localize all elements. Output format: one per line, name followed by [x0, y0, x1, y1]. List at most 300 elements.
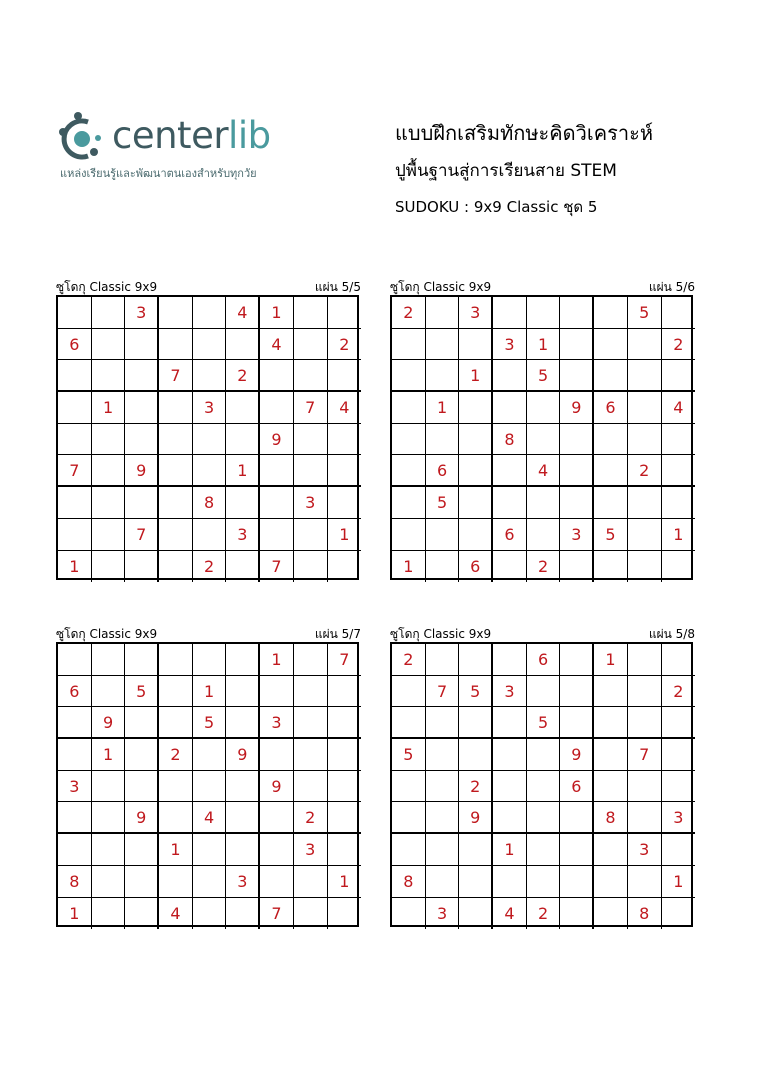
sudoku-cell: 7: [294, 392, 328, 424]
sudoku-cell: [260, 487, 294, 519]
sudoku-cell: 6: [58, 329, 92, 361]
sudoku-cell: 1: [92, 392, 126, 424]
sudoku-cell: [426, 739, 460, 771]
sudoku-cell: [260, 676, 294, 708]
sudoku-cell: 1: [459, 360, 493, 392]
sudoku-cell: [459, 707, 493, 739]
sudoku-cell: 7: [260, 898, 294, 930]
sudoku-cell: [125, 360, 159, 392]
puzzle-5-8: [390, 626, 695, 927]
sudoku-grid: [56, 295, 359, 580]
sudoku-cell: [159, 551, 193, 583]
sudoku-cell: [260, 519, 294, 551]
sudoku-cell: [527, 676, 561, 708]
sudoku-cell: [493, 551, 527, 583]
sudoku-cell: 1: [493, 834, 527, 866]
puzzle-5-6: [390, 279, 695, 580]
sudoku-cell: [493, 297, 527, 329]
worksheet-set: SUDOKU : 9x9 Classic ชุด 5: [395, 198, 598, 216]
sudoku-cell: [459, 644, 493, 676]
sudoku-cell: [125, 834, 159, 866]
sudoku-cell: 1: [260, 297, 294, 329]
sudoku-cell: 8: [628, 898, 662, 930]
sudoku-cell: [594, 771, 628, 803]
sudoku-cell: 7: [328, 644, 362, 676]
sudoku-cell: [628, 487, 662, 519]
sudoku-cell: [58, 707, 92, 739]
sudoku-cell: 9: [560, 739, 594, 771]
sudoku-cell: [392, 455, 426, 487]
sudoku-cell: [560, 898, 594, 930]
sudoku-grid: [56, 642, 359, 927]
sudoku-cell: [392, 487, 426, 519]
sudoku-cell: [560, 455, 594, 487]
sudoku-cell: [159, 487, 193, 519]
sudoku-cell: 5: [392, 739, 426, 771]
sudoku-cell: 7: [426, 676, 460, 708]
sudoku-cell: [426, 802, 460, 834]
sudoku-cell: [125, 329, 159, 361]
sudoku-cell: 5: [193, 707, 227, 739]
sudoku-cell: [594, 676, 628, 708]
sudoku-cell: [328, 551, 362, 583]
sudoku-cell: [159, 676, 193, 708]
sudoku-cell: 3: [226, 519, 260, 551]
sudoku-cell: [125, 424, 159, 456]
sudoku-cell: 9: [125, 455, 159, 487]
sudoku-cell: [527, 487, 561, 519]
sudoku-cell: 1: [662, 866, 696, 898]
sudoku-cell: [662, 297, 696, 329]
sudoku-cell: [294, 898, 328, 930]
sudoku-cell: [260, 802, 294, 834]
sudoku-cell: [226, 392, 260, 424]
sudoku-cell: [459, 487, 493, 519]
sudoku-cell: 5: [125, 676, 159, 708]
sudoku-cell: [594, 739, 628, 771]
sudoku-cell: [294, 739, 328, 771]
sudoku-cell: [493, 392, 527, 424]
sudoku-cell: [459, 866, 493, 898]
sudoku-cell: [226, 551, 260, 583]
sudoku-cell: [260, 739, 294, 771]
sudoku-cell: [58, 644, 92, 676]
sudoku-cell: [58, 834, 92, 866]
sudoku-cell: [193, 297, 227, 329]
sudoku-cell: [193, 644, 227, 676]
sudoku-cell: 3: [493, 329, 527, 361]
sudoku-cell: [193, 519, 227, 551]
sudoku-cell: [594, 424, 628, 456]
sudoku-cell: [392, 519, 426, 551]
sudoku-cell: 1: [594, 644, 628, 676]
sudoku-cell: 7: [628, 739, 662, 771]
sudoku-cell: 2: [328, 329, 362, 361]
sudoku-cell: [459, 424, 493, 456]
sudoku-cell: [58, 360, 92, 392]
sudoku-cell: [628, 519, 662, 551]
sudoku-cell: [560, 644, 594, 676]
sudoku-cell: [226, 834, 260, 866]
sudoku-cell: 1: [426, 392, 460, 424]
sheet-number: แผ่น 5/6: [648, 280, 695, 294]
puzzle-title: ซูโดกุ Classic 9x9: [390, 627, 492, 641]
sudoku-cell: [125, 551, 159, 583]
sudoku-cell: [527, 297, 561, 329]
sudoku-cell: [226, 707, 260, 739]
sheet-number: แผ่น 5/7: [314, 627, 361, 641]
sudoku-cell: [294, 676, 328, 708]
sudoku-cell: 1: [392, 551, 426, 583]
sudoku-cell: [560, 676, 594, 708]
sudoku-cell: [328, 739, 362, 771]
sudoku-cell: 2: [628, 455, 662, 487]
worksheet-header: [395, 120, 653, 218]
sudoku-cell: 4: [159, 898, 193, 930]
sudoku-cell: 1: [58, 551, 92, 583]
sudoku-cell: [159, 866, 193, 898]
sudoku-cell: [294, 551, 328, 583]
sudoku-cell: [392, 898, 426, 930]
sudoku-cell: [628, 771, 662, 803]
sudoku-cell: [92, 676, 126, 708]
sudoku-cell: [392, 392, 426, 424]
sudoku-cell: 5: [527, 360, 561, 392]
molecule-logo-icon: [58, 110, 110, 166]
sudoku-cell: [294, 707, 328, 739]
sudoku-cell: [92, 487, 126, 519]
sudoku-cell: [294, 644, 328, 676]
sudoku-cell: 9: [226, 739, 260, 771]
sudoku-cell: [628, 676, 662, 708]
sudoku-cell: [527, 392, 561, 424]
sudoku-cell: 3: [193, 392, 227, 424]
sudoku-cell: [560, 360, 594, 392]
sudoku-cell: [594, 866, 628, 898]
sudoku-cell: 2: [527, 898, 561, 930]
sudoku-cell: 9: [92, 707, 126, 739]
sudoku-cell: [426, 771, 460, 803]
sudoku-cell: [493, 771, 527, 803]
puzzle-5-5: [56, 279, 361, 580]
sudoku-cell: [294, 424, 328, 456]
sudoku-cell: [493, 707, 527, 739]
sudoku-cell: 7: [58, 455, 92, 487]
sudoku-cell: [58, 392, 92, 424]
sudoku-cell: [92, 360, 126, 392]
sudoku-cell: 3: [260, 707, 294, 739]
sudoku-cell: [159, 392, 193, 424]
sudoku-cell: 5: [527, 707, 561, 739]
sudoku-cell: 8: [493, 424, 527, 456]
sudoku-cell: [125, 487, 159, 519]
worksheet-title: แบบฝึกเสริมทักษะคิดวิเคราะห์: [395, 121, 654, 145]
sudoku-cell: [92, 297, 126, 329]
sudoku-cell: [560, 551, 594, 583]
sudoku-cell: [125, 392, 159, 424]
sudoku-cell: [560, 329, 594, 361]
sudoku-cell: 3: [560, 519, 594, 551]
sudoku-cell: 2: [662, 329, 696, 361]
sudoku-cell: 6: [58, 676, 92, 708]
sudoku-cell: 5: [628, 297, 662, 329]
sudoku-cell: [226, 487, 260, 519]
sudoku-cell: [193, 739, 227, 771]
sudoku-cell: 4: [328, 392, 362, 424]
sudoku-cell: [662, 771, 696, 803]
sudoku-cell: [125, 644, 159, 676]
sudoku-cell: [294, 455, 328, 487]
sudoku-cell: [426, 866, 460, 898]
sudoku-cell: [294, 297, 328, 329]
sudoku-cell: [392, 802, 426, 834]
sudoku-cell: [662, 424, 696, 456]
sudoku-cell: [493, 644, 527, 676]
sudoku-cell: [527, 739, 561, 771]
sudoku-cell: [260, 866, 294, 898]
sudoku-cell: [159, 519, 193, 551]
puzzle-title: ซูโดกุ Classic 9x9: [56, 280, 158, 294]
sudoku-cell: [392, 676, 426, 708]
sudoku-cell: [193, 360, 227, 392]
sudoku-cell: 8: [594, 802, 628, 834]
sudoku-cell: [426, 834, 460, 866]
sudoku-cell: [459, 329, 493, 361]
sudoku-cell: [159, 329, 193, 361]
sudoku-cell: 7: [159, 360, 193, 392]
sudoku-cell: [560, 707, 594, 739]
sudoku-cell: 2: [193, 551, 227, 583]
sudoku-cell: 3: [459, 297, 493, 329]
sudoku-cell: [260, 360, 294, 392]
sudoku-cell: 4: [662, 392, 696, 424]
sudoku-cell: [594, 898, 628, 930]
sudoku-cell: 6: [594, 392, 628, 424]
sudoku-cell: 2: [392, 297, 426, 329]
sudoku-cell: [226, 329, 260, 361]
sudoku-cell: [328, 424, 362, 456]
sudoku-cell: 3: [125, 297, 159, 329]
sudoku-cell: 1: [328, 519, 362, 551]
sudoku-cell: [426, 707, 460, 739]
sudoku-cell: [628, 644, 662, 676]
sudoku-cell: 9: [260, 771, 294, 803]
sudoku-cell: 4: [193, 802, 227, 834]
sudoku-cell: [560, 802, 594, 834]
sudoku-cell: 9: [459, 802, 493, 834]
sudoku-cell: 3: [58, 771, 92, 803]
sudoku-cell: [193, 329, 227, 361]
sudoku-cell: 7: [260, 551, 294, 583]
sudoku-cell: [328, 834, 362, 866]
sudoku-cell: [328, 455, 362, 487]
sudoku-cell: [662, 551, 696, 583]
sudoku-cell: 4: [260, 329, 294, 361]
sudoku-cell: 1: [58, 898, 92, 930]
sudoku-cell: [260, 834, 294, 866]
sudoku-cell: [560, 834, 594, 866]
sudoku-cell: [426, 360, 460, 392]
sudoku-cell: [226, 802, 260, 834]
sudoku-cell: [392, 834, 426, 866]
sudoku-cell: [459, 739, 493, 771]
sudoku-cell: 8: [58, 866, 92, 898]
sudoku-cell: [594, 297, 628, 329]
sudoku-cell: 1: [662, 519, 696, 551]
sudoku-grid: [390, 295, 693, 580]
sudoku-cell: [294, 360, 328, 392]
sudoku-cell: [294, 771, 328, 803]
sudoku-cell: [193, 834, 227, 866]
sudoku-cell: 1: [159, 834, 193, 866]
sudoku-cell: [226, 644, 260, 676]
centerlib-logo: [58, 110, 288, 182]
sudoku-cell: 9: [260, 424, 294, 456]
sudoku-cell: [226, 424, 260, 456]
sudoku-cell: [193, 771, 227, 803]
puzzle-5-7: [56, 626, 361, 927]
sudoku-cell: [328, 487, 362, 519]
sudoku-cell: [58, 297, 92, 329]
sudoku-cell: [628, 360, 662, 392]
sudoku-cell: 1: [260, 644, 294, 676]
sudoku-cell: 1: [92, 739, 126, 771]
sudoku-cell: [58, 487, 92, 519]
sudoku-cell: 3: [493, 676, 527, 708]
sudoku-cell: [628, 424, 662, 456]
sudoku-cell: 2: [662, 676, 696, 708]
sudoku-cell: [294, 866, 328, 898]
sudoku-cell: [662, 644, 696, 676]
sudoku-cell: [328, 707, 362, 739]
sudoku-cell: [92, 898, 126, 930]
sudoku-cell: [328, 802, 362, 834]
sudoku-cell: [193, 424, 227, 456]
sudoku-cell: [159, 297, 193, 329]
puzzle-title: ซูโดกุ Classic 9x9: [390, 280, 492, 294]
sudoku-cell: [159, 771, 193, 803]
sudoku-cell: 6: [459, 551, 493, 583]
sudoku-cell: 1: [328, 866, 362, 898]
sudoku-cell: 2: [294, 802, 328, 834]
sudoku-cell: [328, 898, 362, 930]
sheet-number: แผ่น 5/8: [648, 627, 695, 641]
worksheet-subtitle: ปูพื้นฐานสู่การเรียนสาย STEM: [395, 161, 617, 181]
sudoku-cell: [226, 676, 260, 708]
sudoku-cell: 8: [392, 866, 426, 898]
sudoku-cell: [328, 676, 362, 708]
brand-tagline: แหล่งเรียนรู้และพัฒนาตนเองสำหรับทุกวัย: [60, 167, 257, 180]
sudoku-cell: [159, 707, 193, 739]
sudoku-cell: [527, 424, 561, 456]
sudoku-cell: [594, 487, 628, 519]
sudoku-cell: [125, 898, 159, 930]
sudoku-cell: 6: [426, 455, 460, 487]
sudoku-cell: [159, 424, 193, 456]
sudoku-cell: [92, 551, 126, 583]
sudoku-cell: [328, 360, 362, 392]
sudoku-cell: [328, 771, 362, 803]
sudoku-cell: [594, 329, 628, 361]
sudoku-cell: [493, 487, 527, 519]
sudoku-cell: [58, 802, 92, 834]
sudoku-cell: [159, 455, 193, 487]
sudoku-cell: [193, 898, 227, 930]
sudoku-cell: [392, 707, 426, 739]
sudoku-cell: [92, 834, 126, 866]
sudoku-cell: 9: [125, 802, 159, 834]
puzzle-title: ซูโดกุ Classic 9x9: [56, 627, 158, 641]
sudoku-cell: [493, 360, 527, 392]
sudoku-cell: [662, 455, 696, 487]
sudoku-cell: 6: [527, 644, 561, 676]
sudoku-cell: 3: [294, 834, 328, 866]
sudoku-cell: [159, 644, 193, 676]
sudoku-cell: [628, 866, 662, 898]
sudoku-cell: [426, 519, 460, 551]
sudoku-cell: [92, 802, 126, 834]
sudoku-cell: [58, 424, 92, 456]
sudoku-cell: 5: [594, 519, 628, 551]
sudoku-cell: [92, 866, 126, 898]
sudoku-cell: 2: [527, 551, 561, 583]
sheet-number: แผ่น 5/5: [314, 280, 361, 294]
sudoku-cell: 4: [226, 297, 260, 329]
sudoku-cell: [92, 771, 126, 803]
sudoku-cell: [628, 707, 662, 739]
sudoku-cell: [260, 392, 294, 424]
sudoku-cell: [92, 455, 126, 487]
sudoku-cell: [125, 739, 159, 771]
sudoku-cell: [125, 771, 159, 803]
sudoku-cell: [527, 771, 561, 803]
sudoku-cell: 6: [493, 519, 527, 551]
sudoku-cell: 2: [392, 644, 426, 676]
sudoku-cell: [594, 455, 628, 487]
sudoku-cell: [662, 898, 696, 930]
sudoku-cell: [125, 707, 159, 739]
sudoku-cell: [392, 771, 426, 803]
sudoku-cell: [527, 866, 561, 898]
sudoku-cell: [662, 707, 696, 739]
sudoku-cell: [594, 360, 628, 392]
sudoku-cell: [92, 329, 126, 361]
sudoku-cell: [662, 487, 696, 519]
sudoku-cell: 4: [493, 898, 527, 930]
sudoku-cell: [226, 771, 260, 803]
sudoku-cell: [193, 866, 227, 898]
sudoku-cell: [459, 834, 493, 866]
sudoku-cell: 2: [226, 360, 260, 392]
sudoku-cell: [92, 644, 126, 676]
sudoku-cell: [58, 519, 92, 551]
sudoku-cell: 3: [426, 898, 460, 930]
sudoku-cell: [459, 519, 493, 551]
sudoku-cell: [662, 834, 696, 866]
sudoku-cell: [527, 834, 561, 866]
sudoku-cell: [294, 329, 328, 361]
sudoku-cell: [58, 739, 92, 771]
sudoku-cell: [459, 392, 493, 424]
sudoku-cell: 3: [662, 802, 696, 834]
sudoku-cell: [92, 519, 126, 551]
sudoku-cell: [426, 329, 460, 361]
sudoku-cell: [560, 297, 594, 329]
sudoku-cell: [426, 424, 460, 456]
sudoku-cell: [560, 487, 594, 519]
sudoku-cell: [527, 802, 561, 834]
sudoku-cell: [260, 455, 294, 487]
